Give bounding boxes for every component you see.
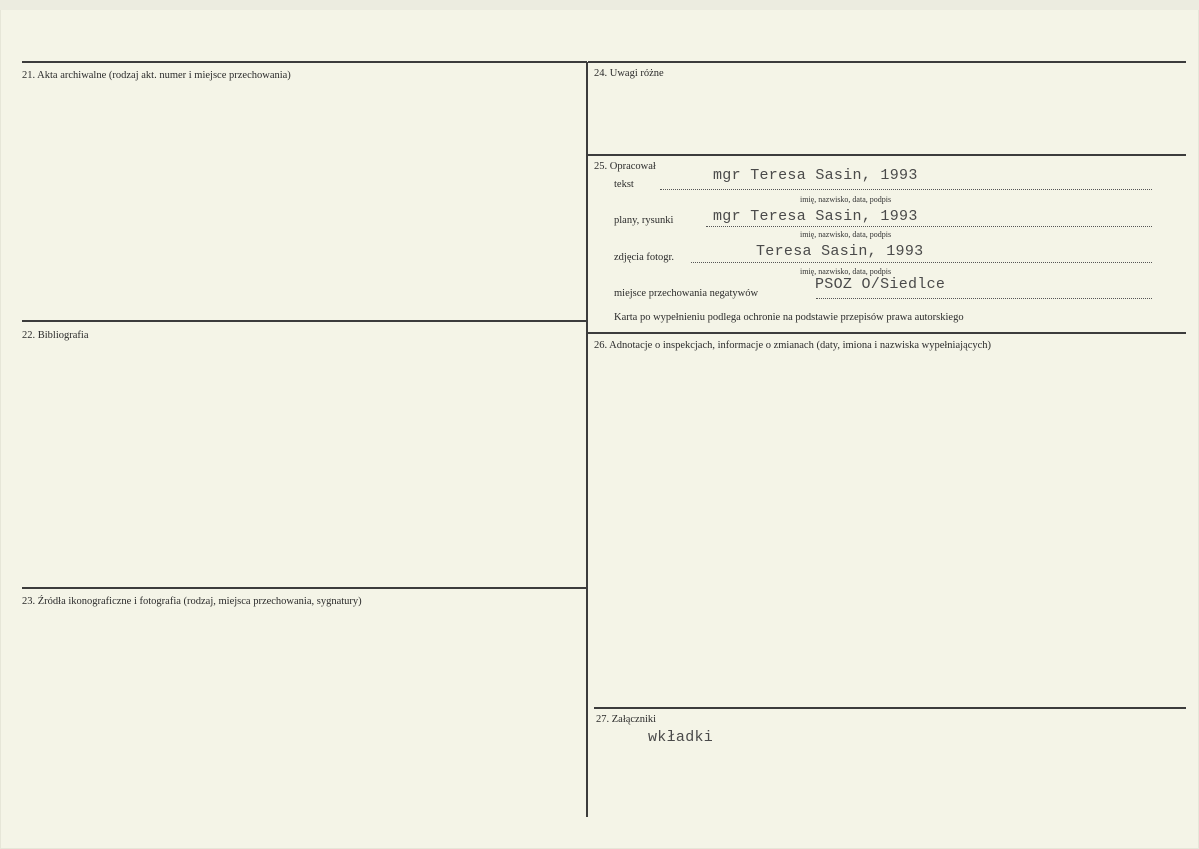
rule-23-top [22, 587, 587, 589]
section-24-label: 24. Uwagi różne [594, 68, 664, 79]
zdjecia-value: Teresa Sasin, 1993 [756, 243, 924, 260]
zdjecia-label: zdjęcia fotogr. [614, 252, 675, 263]
section-27-label: 27. Załączniki [596, 714, 657, 725]
rule-top-right [588, 61, 1186, 63]
rule-25-top [588, 154, 1186, 156]
copyright-note: Karta po wypełnieniu podlega ochronie na podstawie przepisów prawa autorskiego [614, 312, 964, 323]
plany-dotted-line [706, 226, 1152, 227]
zdjecia-dotted-line [691, 262, 1152, 263]
rule-top-left [22, 61, 587, 63]
column-divider [586, 62, 588, 817]
negatywy-label: miejsce przechowania negatywów [614, 288, 759, 299]
tekst-caption: imię, nazwisko, data, podpis [800, 195, 892, 204]
section-25-label: 25. Opracował [594, 161, 656, 172]
tekst-value: mgr Teresa Sasin, 1993 [713, 167, 918, 184]
rule-27-top [594, 707, 1186, 709]
rule-26-top [588, 332, 1186, 334]
scan-top-edge [0, 0, 1199, 10]
plany-label: plany, rysunki [614, 215, 674, 226]
plany-caption: imię, nazwisko, data, podpis [800, 230, 892, 239]
attachments-value: wkładki [648, 729, 714, 746]
rule-22-top [22, 320, 587, 322]
section-22-label: 22. Bibliografia [22, 330, 89, 341]
tekst-dotted-line [660, 189, 1152, 190]
negatywy-value: PSOZ O/Siedlce [815, 276, 946, 293]
section-23-label: 23. Źródła ikonograficzne i fotografia (rodzaj, miejsca przechowania, sygnatury) [22, 596, 362, 607]
negatywy-dotted-line [816, 298, 1152, 299]
plany-value: mgr Teresa Sasin, 1993 [713, 208, 918, 225]
tekst-label: tekst [614, 179, 634, 190]
zdjecia-caption: imię, nazwisko, data, podpis [800, 267, 892, 276]
section-21-label: 21. Akta archiwalne (rodzaj akt. numer i miejsce przechowania) [22, 70, 291, 81]
section-26-label: 26. Adnotacje o inspekcjach, informacje o zmianach (daty, imiona i nazwiska wypełniających) [594, 340, 992, 351]
